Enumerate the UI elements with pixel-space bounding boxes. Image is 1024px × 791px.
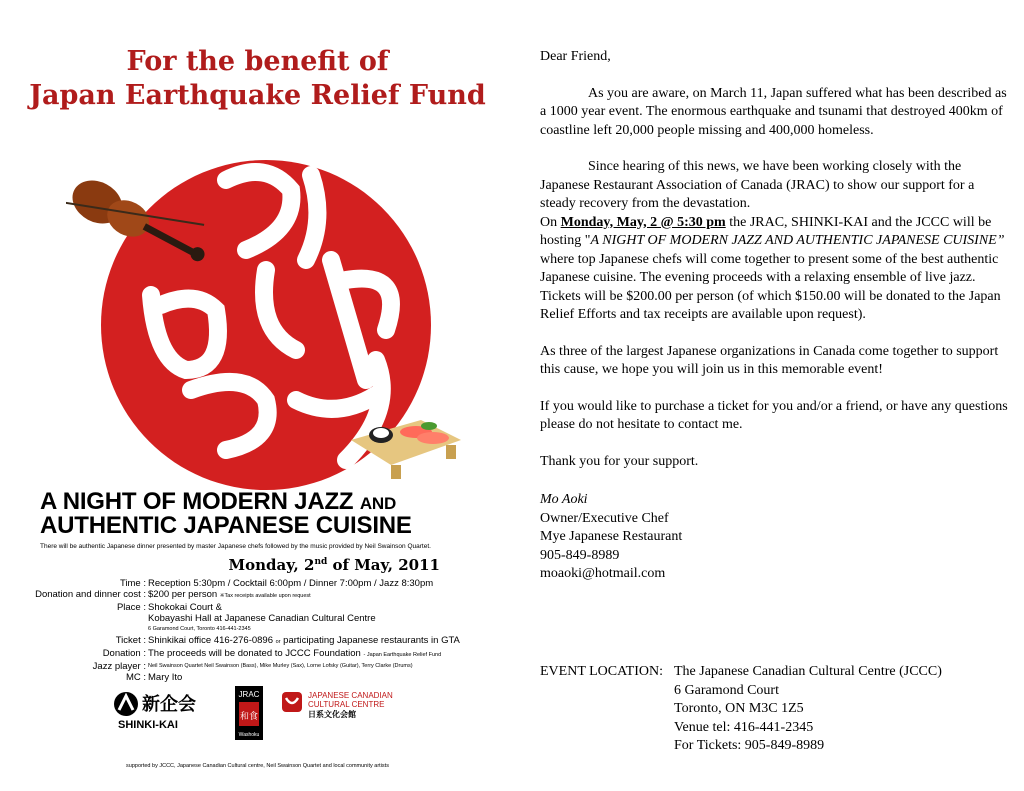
letter-paragraph-6: Thank you for your support. bbox=[540, 453, 699, 469]
svg-text:JRAC: JRAC bbox=[238, 690, 260, 699]
cost-label: Donation and dinner cost : bbox=[35, 589, 146, 600]
poster-supporters: supported by JCCC, Japanese Canadian Cultural centre, Neil Swainson Quartet and local community artists bbox=[126, 763, 389, 769]
letter-body bbox=[540, 48, 1010, 584]
svg-text:Washoku: Washoku bbox=[238, 732, 260, 738]
mc-value: Mary Ito bbox=[148, 672, 183, 683]
poster-tagline: There will be authentic Japanese dinner presented by master Japanese chefs followed by the music provided by Neil Swainson Quartet. bbox=[40, 543, 431, 550]
shinkikai-logo bbox=[114, 692, 196, 731]
poster-date: Monday, 2nd of May, 2011 bbox=[228, 556, 440, 574]
event-location bbox=[540, 663, 1010, 756]
svg-text:CULTURAL CENTRE: CULTURAL CENTRE bbox=[308, 700, 385, 709]
svg-text:SHINKI-KAI: SHINKI-KAI bbox=[118, 719, 178, 731]
salutation: Dear Friend, bbox=[540, 49, 611, 64]
mc-label: MC : bbox=[125, 672, 146, 683]
cost-value: $200 per person bbox=[148, 589, 218, 600]
signature-name: Mo Aoki bbox=[540, 492, 588, 507]
calligraphy-text: がんばれ bbox=[266, 332, 306, 343]
event-details: Time : Reception 5:30pm / Cocktail 6:00pm / Dinner 7:00pm / Jazz 8:30pm Donation and dinner cost : $200 per person ※Tax receipts available upon request Place : Shokokai Court & Kobayashi Hall at Japanese Canadian Cultural Centre 6 Garamond Court, Toronto 416-441-2345 Ticket : Shinkikai office 416-276-0896 or participating Japanese restaurants in GTA Donation : The proceeds will be donated to JCCC Foundation - Japan Earthquake Relief Fund Jazz player : Neil Swainson Quartet Neil Swainson (Bass), Mike Murley (Sax), Lorne Lofsky (Guitar), Terry Clarke (Drums) MC : Mary Ito bbox=[34, 578, 504, 683]
letter-paragraph-4: As three of the largest Japanese organizations in Canada come together to support this cause, we hope you will join us in this memorable event! bbox=[540, 343, 999, 377]
svg-text:日系文化会館: 日系文化会館 bbox=[308, 710, 356, 719]
place-value-2: Kobayashi Hall at Japanese Canadian Cultural Centre bbox=[148, 613, 376, 624]
sponsor-logos bbox=[110, 686, 440, 742]
relief-fund-heading: Japan Earthquake Relief Fund bbox=[29, 80, 486, 111]
poster-headline-line2: AUTHENTIC JAPANESE CUISINE bbox=[40, 512, 412, 539]
svg-text:和食: 和食 bbox=[239, 712, 259, 722]
signature-phone: 905-849-8989 bbox=[540, 547, 620, 563]
signature-title: Owner/Executive Chef bbox=[540, 510, 669, 526]
event-location-line-5: For Tickets: 905-849-8989 bbox=[674, 738, 825, 753]
ticket-value-2: participating Japanese restaurants in GTA bbox=[283, 635, 460, 646]
time-value: Reception 5:30pm / Cocktail 6:00pm / Dinner 7:00pm / Jazz 8:30pm bbox=[148, 578, 434, 589]
ticket-label: Ticket : bbox=[115, 635, 146, 646]
svg-text:新企会: 新企会 bbox=[142, 694, 196, 715]
event-location-line-1: The Japanese Canadian Cultural Centre (JCCC) bbox=[674, 664, 942, 679]
letter-paragraph-2: Since hearing of this news, we have been working closely with the Japanese Restaurant Association of Canada (JRAC) to show our support for a steady recovery from the devastation. bbox=[540, 159, 975, 211]
donation-value: The proceeds will be donated to JCCC Foundation bbox=[148, 648, 361, 659]
event-location-line-4: Venue tel: 416-441-2345 bbox=[674, 719, 814, 735]
time-label: Time : bbox=[119, 578, 146, 589]
event-title: A NIGHT OF MODERN JAZZ AND AUTHENTIC JAPANESE CUISINE” bbox=[590, 233, 1005, 248]
letter-paragraph-1: As you are aware, on March 11, Japan suffered what has been described as a 1000 year event. The enormous earthquake and tsunami that destroyed 400km of coastline left 20,000 people missing and 400,000 homeless. bbox=[540, 85, 1007, 138]
cost-note: ※Tax receipts available upon request bbox=[219, 593, 311, 599]
jazz-value: Neil Swainson Quartet Neil Swainson (Bass), Mike Murley (Sax), Lorne Lofsky (Guitar), Terry Clarke (Drums) bbox=[148, 663, 413, 669]
letter-paragraph-3: On Monday, May, 2 @ 5:30 pm the JRAC, SHINKI-KAI and the JCCC will be hosting "A NIGHT OF MODERN JAZZ AND AUTHENTIC JAPANESE CUISINE” where top Japanese chefs will come together to present some of the best authentic Japanese cuisine. The evening proceeds with a relaxing ensemble of live jazz. Tickets will be $200.00 per person (of which $150.00 will be donated to the Japan Relief Efforts and tax receipts are available upon request). bbox=[540, 214, 1005, 322]
letter-paragraph-5: If you would like to purchase a ticket for you and/or a friend, or have any questions please do not hesitate to contact me. bbox=[540, 398, 1008, 432]
place-value-1: Shokokai Court & bbox=[148, 602, 222, 613]
jccc-logo bbox=[282, 691, 393, 719]
donation-note: - Japan Earthquake Relief Fund bbox=[363, 652, 442, 658]
event-location-line-3: Toronto, ON M3C 1Z5 bbox=[674, 701, 804, 716]
poster-headline-line1: A NIGHT OF MODERN JAZZ AND bbox=[40, 488, 397, 515]
place-value-3: 6 Garamond Court, Toronto 416-441-2345 bbox=[148, 626, 251, 632]
place-label: Place : bbox=[116, 602, 146, 613]
signature-company: Mye Japanese Restaurant bbox=[540, 529, 683, 544]
svg-text:JAPANESE CANADIAN: JAPANESE CANADIAN bbox=[308, 691, 393, 700]
benefit-heading: For the benefit of bbox=[126, 46, 389, 77]
jazz-label: Jazz player : bbox=[92, 661, 146, 672]
donation-label: Donation : bbox=[102, 648, 146, 659]
event-date: Monday, May, 2 @ 5:30 pm bbox=[560, 214, 726, 230]
event-location-label: EVENT LOCATION: bbox=[540, 664, 664, 679]
ticket-value: Shinkikai office 416-276-0896 bbox=[148, 635, 273, 646]
ganbare-red-sun-graphic bbox=[66, 120, 466, 500]
event-location-line-2: 6 Garamond Court bbox=[674, 682, 779, 698]
jrac-logo bbox=[235, 686, 263, 740]
signature-email: moaoki@hotmail.com bbox=[540, 566, 666, 581]
